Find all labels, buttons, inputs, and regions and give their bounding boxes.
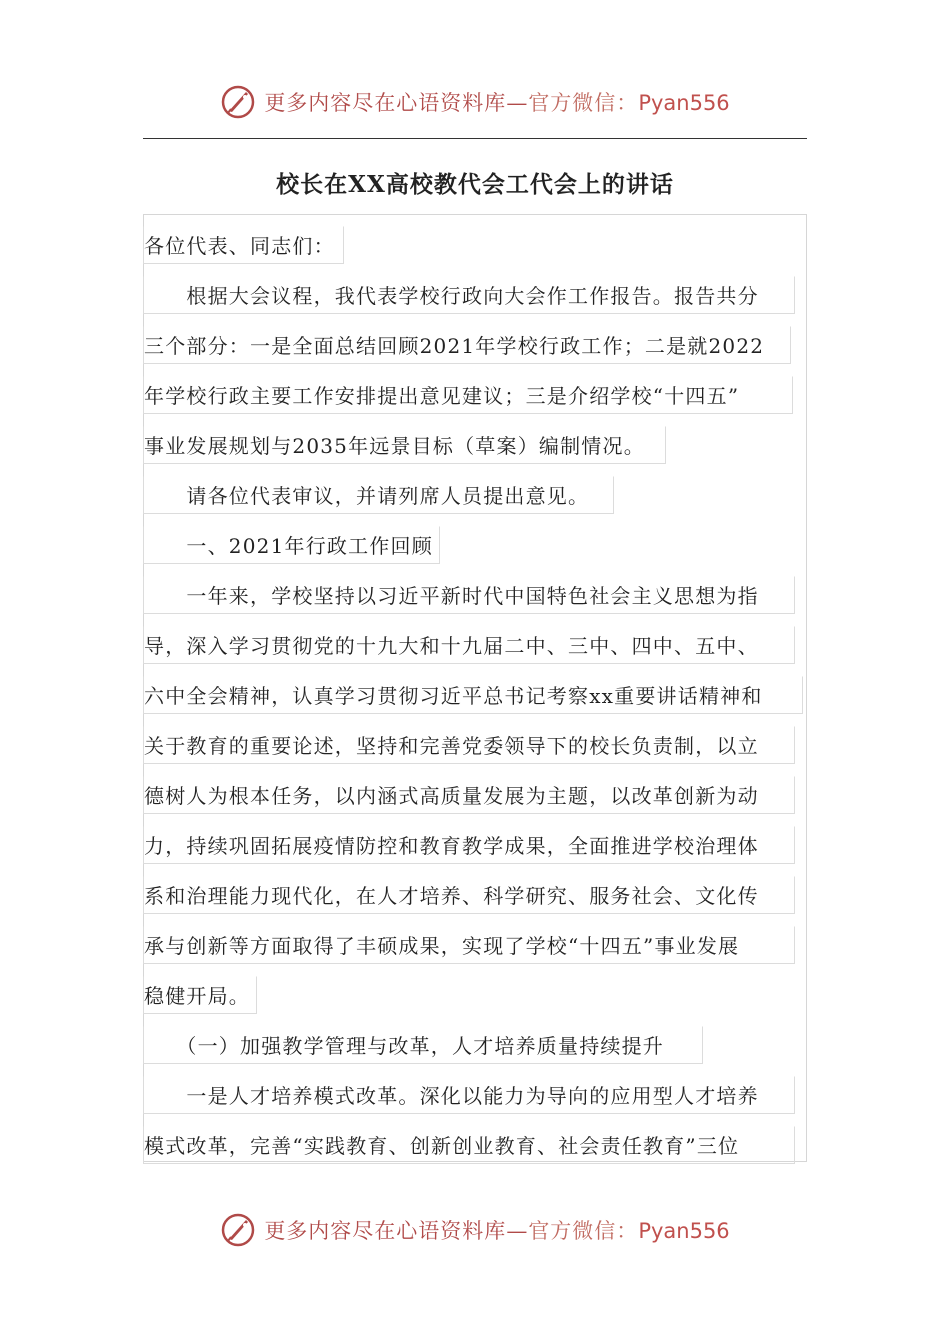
footer-banner xyxy=(0,1208,950,1252)
quill-logo-icon xyxy=(220,84,256,120)
text-line: 年学校行政主要工作安排提出意见建议；三是介绍学校“十四五” xyxy=(143,376,793,414)
text-line: 一年来，学校坚持以习近平新时代中国特色社会主义思想为指 xyxy=(143,576,795,614)
footer-site: 更多内容尽在心语资料库 xyxy=(264,1219,507,1243)
document-title: 校长在XX高校教代会工代会上的讲话 xyxy=(276,171,674,198)
header-wechat-id: Pyan556 xyxy=(638,91,730,115)
header-banner xyxy=(0,80,950,124)
text-line: 一是人才培养模式改革。深化以能力为导向的应用型人才培养 xyxy=(143,1076,795,1114)
text-line: 事业发展规划与2035年远景目标（草案）编制情况。 xyxy=(143,426,666,464)
text-line: 各位代表、同志们： xyxy=(143,226,344,264)
header-text xyxy=(264,87,729,117)
text-line: 力，持续巩固拓展疫情防控和教育教学成果，全面推进学校治理体 xyxy=(143,826,795,864)
header-divider xyxy=(143,138,807,139)
text-line: 模式改革，完善“实践教育、创新创业教育、社会责任教育”三位 xyxy=(143,1126,795,1164)
text-line: 六中全会精神，认真学习贯彻习近平总书记考察xx重要讲话精神和 xyxy=(143,676,803,714)
text-line: 系和治理能力现代化，在人才培养、科学研究、服务社会、文化传 xyxy=(143,876,795,914)
subsection-heading: （一）加强教学管理与改革，人才培养质量持续提升 xyxy=(143,1026,703,1064)
section-heading: 一、2021年行政工作回顾 xyxy=(143,526,440,564)
text-line: 关于教育的重要论述，坚持和完善党委领导下的校长负责制，以立 xyxy=(143,726,795,764)
header-dash: — xyxy=(506,91,529,115)
text-line: 三个部分：一是全面总结回顾2021年学校行政工作；二是就2022 xyxy=(143,326,791,364)
text-line: 承与创新等方面取得了丰硕成果，实现了学校“十四五”事业发展 xyxy=(143,926,795,964)
text-line: 请各位代表审议，并请列席人员提出意见。 xyxy=(143,476,614,514)
text-line: 稳健开局。 xyxy=(143,976,257,1014)
header-wechat-label: 官方微信： xyxy=(528,91,639,115)
header-site: 更多内容尽在心语资料库 xyxy=(264,91,507,115)
footer-dash: — xyxy=(506,1219,529,1243)
text-line: 导，深入学习贯彻党的十九大和十九届二中、三中、四中、五中、 xyxy=(143,626,795,664)
text-line: 根据大会议程，我代表学校行政向大会作工作报告。报告共分 xyxy=(143,276,795,314)
footer-wechat-label: 官方微信： xyxy=(528,1219,639,1243)
footer-wechat-id: Pyan556 xyxy=(638,1219,730,1243)
quill-logo-icon xyxy=(220,1212,256,1248)
footer-text xyxy=(264,1215,729,1245)
text-line: 德树人为根本任务，以内涵式高质量发展为主题，以改革创新为动 xyxy=(143,776,795,814)
